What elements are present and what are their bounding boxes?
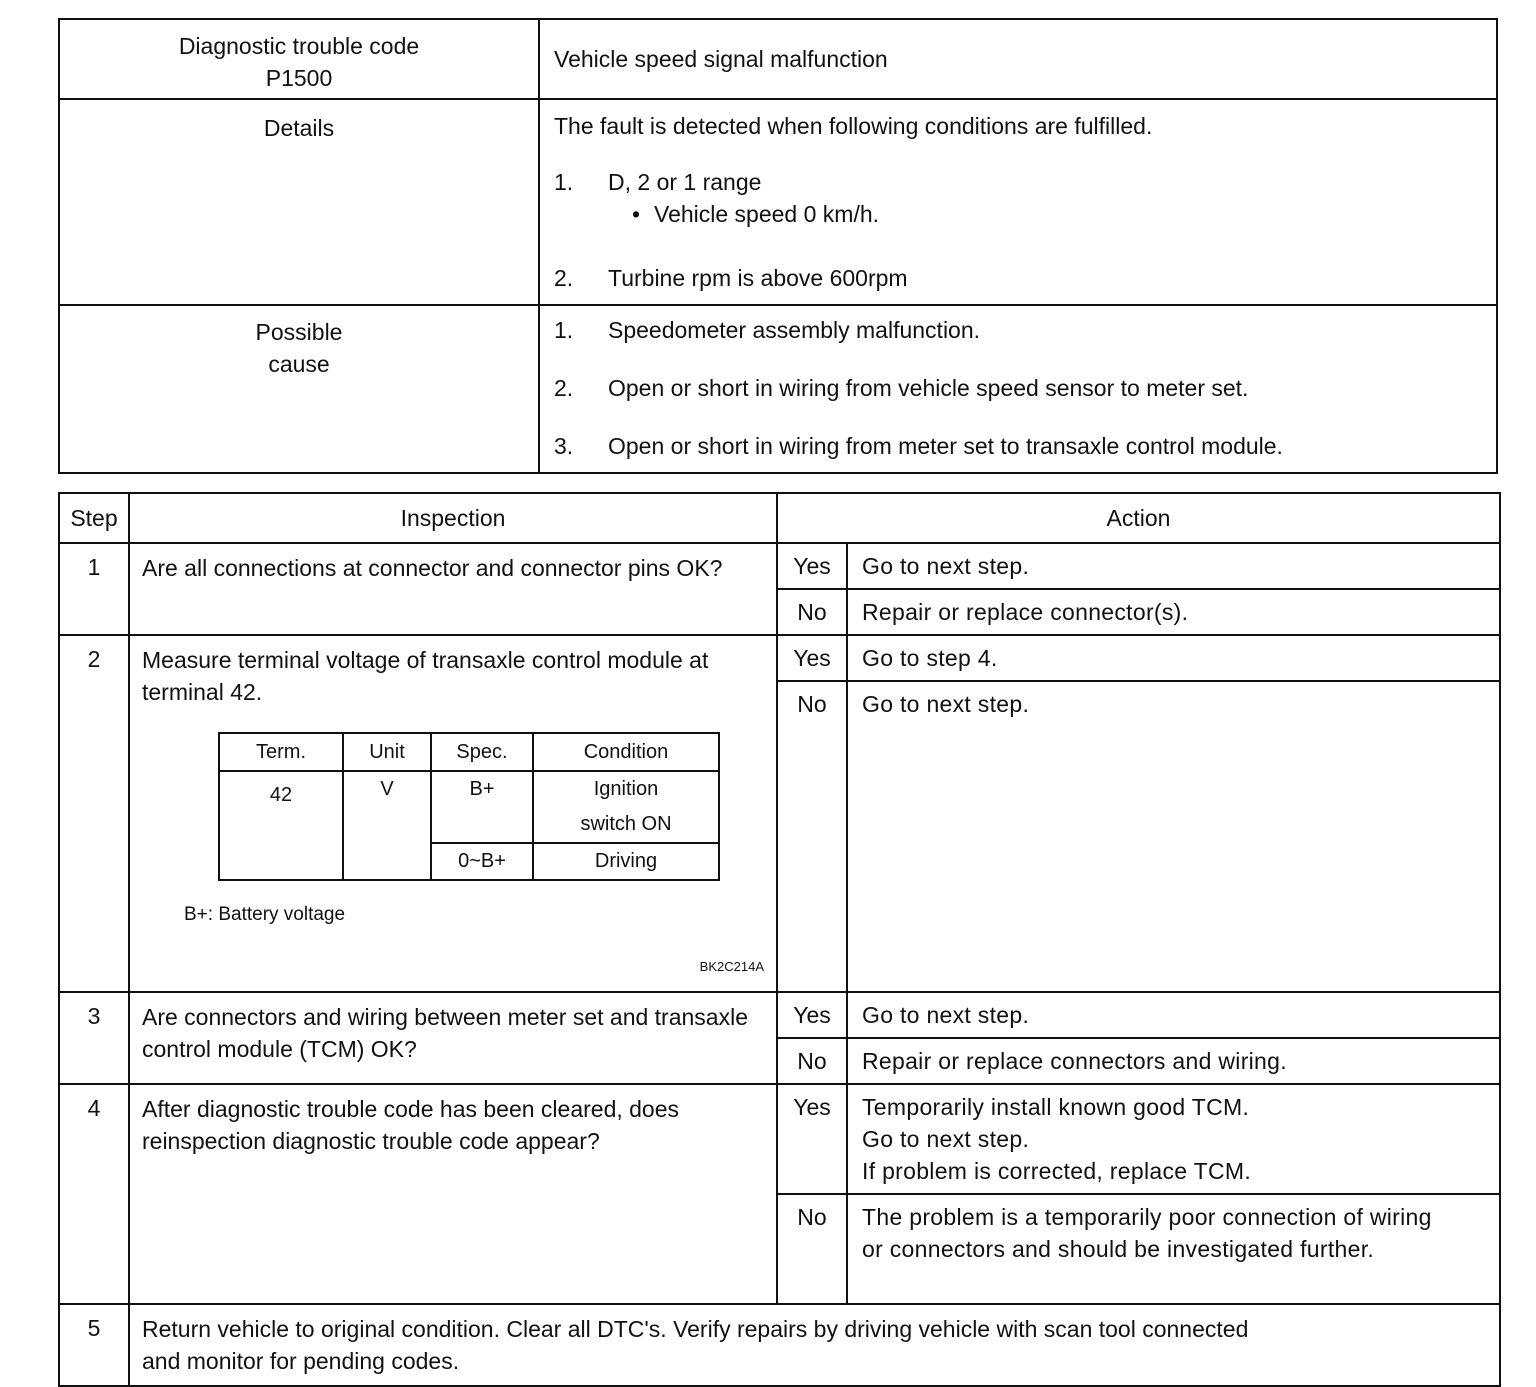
table-row: [59, 1304, 1500, 1386]
step-inspection: Return vehicle to original condition. Clear all DTC's. Verify repairs by driving vehicle with scan tool connected and monitor for pending codes.: [129, 1304, 1500, 1386]
details-list-2: [554, 262, 1482, 294]
yes-action: Go to next step.: [847, 992, 1500, 1038]
step-number: 1: [59, 543, 129, 635]
dtc-code: P1500: [265, 65, 333, 91]
spec-header-spec: Spec.: [431, 733, 533, 771]
details-cell: [539, 99, 1497, 305]
spec-row: [219, 771, 719, 843]
step-number: 3: [59, 992, 129, 1084]
dtc-summary-table: [58, 18, 1498, 474]
step-number: 5: [59, 1304, 129, 1386]
yes-action-line: Temporarily install known good TCM.: [862, 1094, 1250, 1120]
spec-value: B+: [431, 771, 533, 843]
header-action: Action: [777, 493, 1500, 543]
yes-action: [847, 1084, 1500, 1194]
yes-action-line: Go to next step.: [862, 1126, 1030, 1152]
details-item-text: D, 2 or 1 range: [608, 169, 762, 195]
yes-label: Yes: [777, 1084, 847, 1194]
details-item-number: 1.: [554, 169, 574, 195]
no-action: Repair or replace connectors and wiring.: [847, 1038, 1500, 1084]
battery-voltage-note: B+: Battery voltage: [184, 904, 346, 925]
step-inspection: After diagnostic trouble code has been cleared, does reinspection diagnostic trouble code appear?: [129, 1084, 777, 1304]
details-label: Details: [263, 115, 335, 141]
cause-label-cell: [59, 305, 539, 473]
details-item: [554, 262, 1482, 294]
cause-item: [554, 314, 1482, 346]
yes-label: Yes: [777, 635, 847, 681]
details-item-number: 2.: [554, 265, 574, 291]
step-inspection: Measure terminal voltage of transaxle control module at terminal 42.: [142, 647, 709, 705]
yes-label: Yes: [777, 992, 847, 1038]
details-item: [554, 166, 1482, 198]
table-row: [59, 992, 1500, 1038]
dtc-title: Vehicle speed signal malfunction: [554, 45, 888, 72]
dtc-title-cell: [539, 19, 1497, 99]
cause-row: [59, 305, 1497, 473]
yes-action: Go to step 4.: [847, 635, 1500, 681]
details-item-text: Turbine rpm is above 600rpm: [608, 265, 908, 291]
step-number: 2: [59, 635, 129, 992]
voltage-spec-table: [218, 732, 720, 881]
details-bullet-text: Vehicle speed 0 km/h.: [654, 201, 880, 227]
cause-item-number: 1.: [554, 317, 574, 343]
spec-condition-cell: [533, 771, 719, 843]
dtc-row: [59, 19, 1497, 99]
cause-cell: [539, 305, 1497, 473]
details-bullet: [554, 198, 1482, 230]
cause-item-text: Open or short in wiring from vehicle speed sensor to meter set.: [608, 375, 1249, 401]
step-inspection: Are all connections at connector and connector pins OK?: [129, 543, 777, 635]
cause-list: [554, 314, 1482, 462]
no-label: No: [777, 589, 847, 635]
header-inspection: Inspection: [129, 493, 777, 543]
bullet-icon: •: [632, 201, 641, 227]
spec-condition-line1: Ignition: [593, 778, 659, 800]
spec-term: 42: [219, 771, 343, 880]
table-row: [59, 635, 1500, 681]
cause-item-text: Speedometer assembly malfunction.: [608, 317, 981, 343]
cause-label-line2: cause: [268, 351, 330, 377]
details-intro: The fault is detected when following conditions are fulfilled.: [554, 113, 1153, 139]
dtc-label-cell: [59, 19, 539, 99]
header-step: Step: [59, 493, 129, 543]
no-action: Repair or replace connector(s).: [847, 589, 1500, 635]
inspection-steps-table: [58, 492, 1501, 1387]
step-inspection: Are connectors and wiring between meter set and transaxle control module (TCM) OK?: [129, 992, 777, 1084]
spec-header-condition: Condition: [533, 733, 719, 771]
spec-unit: V: [343, 771, 431, 880]
spec-header-row: [219, 733, 719, 771]
no-label: No: [777, 681, 847, 992]
details-label-cell: [59, 99, 539, 305]
figure-id: BK2C214A: [699, 959, 764, 974]
table-row: [59, 1084, 1500, 1194]
no-label: No: [777, 1194, 847, 1304]
steps-header-row: [59, 493, 1500, 543]
yes-label: Yes: [777, 543, 847, 589]
details-list: [554, 166, 1482, 198]
spec-header-term: Term.: [219, 733, 343, 771]
no-action: Go to next step.: [847, 681, 1500, 992]
details-row: [59, 99, 1497, 305]
yes-action-line: If problem is corrected, replace TCM.: [862, 1158, 1252, 1184]
yes-action: Go to next step.: [847, 543, 1500, 589]
step-inspection-cell: [129, 635, 777, 992]
cause-item-number: 2.: [554, 375, 574, 401]
spec-condition: Driving: [533, 843, 719, 880]
spec-header-unit: Unit: [343, 733, 431, 771]
dtc-label: Diagnostic trouble code: [178, 33, 420, 59]
table-row: [59, 543, 1500, 589]
no-label: No: [777, 1038, 847, 1084]
cause-item-number: 3.: [554, 433, 574, 459]
spec-value: 0~B+: [431, 843, 533, 880]
cause-item: [554, 372, 1482, 404]
no-action: The problem is a temporarily poor connection of wiring or connectors and should be investigated further.: [847, 1194, 1500, 1304]
cause-item: [554, 430, 1482, 462]
cause-label-line1: Possible: [255, 319, 343, 345]
step-number: 4: [59, 1084, 129, 1304]
spec-condition-line2: switch ON: [580, 813, 672, 835]
cause-item-text: Open or short in wiring from meter set to transaxle control module.: [608, 433, 1283, 459]
